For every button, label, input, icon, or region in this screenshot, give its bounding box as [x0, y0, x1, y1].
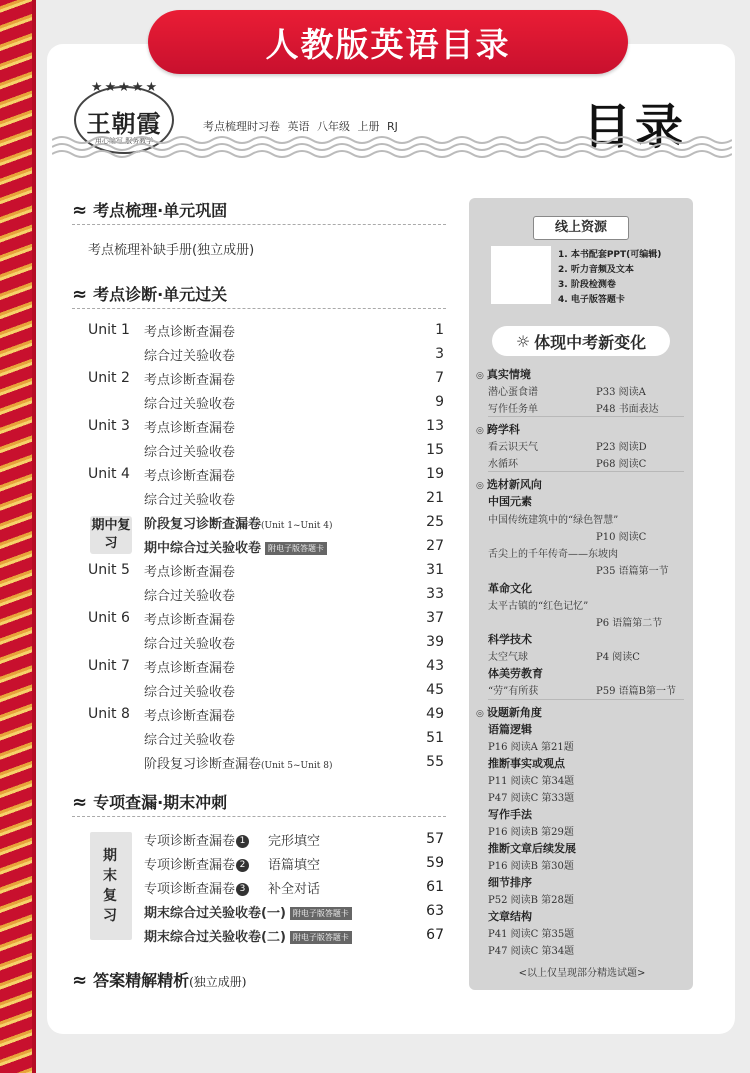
page-number: 55 [426, 754, 444, 770]
list-item[interactable]: P11 阅读C 第34题 [488, 776, 575, 787]
page-number: 49 [426, 706, 444, 722]
toc-entry-name: 考点诊断查漏卷 [144, 660, 236, 676]
decorative-border [0, 0, 36, 1073]
category-heading: ◎ 真实情境 [476, 366, 688, 382]
list-item[interactable]: 水循环 P68 阅读C [488, 459, 647, 470]
toc-entry[interactable] [88, 342, 444, 366]
category-heading: ◎ 跨学科 [476, 421, 688, 437]
qr-code-placeholder[interactable] [491, 246, 551, 304]
subcategory-heading: 体美劳教育 [488, 667, 543, 680]
toc-entry-stage-review[interactable] [88, 750, 444, 774]
page-number: 31 [426, 562, 444, 578]
number-badge: 2 [236, 859, 249, 872]
list-item-ref[interactable]: P35 语篇第一节 [596, 566, 669, 577]
page-number: 33 [426, 586, 444, 602]
list-item[interactable]: 中国传统建筑中的“绿色智慧” [488, 515, 619, 526]
number-badge: 3 [236, 883, 249, 896]
toc-entry[interactable] [88, 654, 444, 678]
section-title: 考点梳理·单元巩固 [93, 201, 228, 220]
online-resources-title: 线上资源 [533, 216, 629, 240]
midterm-review-label: 期中复习 [90, 516, 132, 554]
category-heading: ◎ 设题新角度 [476, 704, 688, 720]
section-divider [72, 816, 446, 817]
toc-entry[interactable] [88, 582, 444, 606]
answer-card-tag: 附电子版答题卡 [290, 907, 352, 920]
page-number: 21 [426, 490, 444, 506]
toc-entry[interactable] [144, 923, 444, 947]
toc-entry-name: 考点诊断查漏卷 [144, 564, 236, 580]
section-divider [72, 308, 446, 309]
toc-entry-topic: 补全对话 [268, 881, 321, 897]
answer-card-tag: 附电子版答题卡 [265, 542, 327, 555]
unit-range: (Unit 1~Unit 4) [261, 520, 333, 531]
page-number: 3 [435, 346, 444, 362]
toc-entry-name: 期末综合过关验收卷(二) 附电子版答题卡 [144, 926, 404, 945]
page-number: 45 [426, 682, 444, 698]
toc-entry-name: 综合过关验收卷 [144, 588, 236, 604]
toc-entry-midterm-exam[interactable] [88, 534, 444, 558]
page-number: 61 [426, 879, 444, 895]
logo-brand: 王朝霞 [86, 109, 162, 138]
list-item[interactable]: 潜心蛋食谱 P33 阅读A [488, 387, 646, 398]
toc-entry[interactable] [88, 726, 444, 750]
wave-icon: ≈ [72, 792, 88, 813]
subcategory-heading: 革命文化 [488, 582, 532, 595]
section-heading-diagnosis [72, 282, 227, 305]
toc-entry-topic: 完形填空 [268, 833, 321, 849]
subcategory-heading: 细节排序 [488, 876, 532, 889]
page-number: 9 [435, 394, 444, 410]
toc-entry[interactable] [88, 702, 444, 726]
section-heading-answers [72, 968, 246, 991]
wave-icon: ≈ [72, 200, 88, 221]
list-item-ref[interactable]: P6 语篇第二节 [596, 618, 663, 629]
list-item: 3. 阶段检测卷 [558, 280, 616, 290]
toc-entry[interactable] [88, 486, 444, 510]
unit-label: Unit 3 [88, 418, 130, 434]
list-item[interactable]: 舌尖上的千年传奇——东坡肉 [488, 549, 618, 560]
subcategory-heading: 科学技术 [488, 633, 532, 646]
category-heading: ◎ 选材新风向 [476, 476, 688, 492]
page-number: 19 [426, 466, 444, 482]
toc-entry-name: 综合过关验收卷 [144, 732, 236, 748]
section-heading-special [72, 790, 227, 813]
list-item-ref[interactable]: P10 阅读C [596, 532, 647, 543]
lightbulb-icon: ☼ [515, 331, 531, 351]
toc-entry[interactable] [144, 851, 444, 875]
toc-entry-name: 专项诊断查漏卷 1 [144, 830, 268, 849]
page-number: 63 [426, 903, 444, 919]
unit-list [88, 318, 444, 774]
unit-label: Unit 4 [88, 466, 130, 482]
unit-range: (Unit 5~Unit 8) [261, 760, 333, 771]
list-item: 2. 听力音频及文本 [558, 265, 634, 275]
list-item: 1. 本书配套PPT(可编辑) [558, 250, 662, 260]
toc-entry[interactable] [88, 236, 444, 260]
page-number: 39 [426, 634, 444, 650]
toc-entry[interactable] [88, 630, 444, 654]
toc-entry-name: 专项诊断查漏卷 3 [144, 878, 268, 897]
page-number: 67 [426, 927, 444, 943]
logo-stars: ★★★★★ [90, 80, 160, 95]
toc-entry[interactable] [88, 414, 444, 438]
unit-label: Unit 8 [88, 706, 130, 722]
page-number: 1 [435, 322, 444, 338]
subcategory-heading: 文章结构 [488, 910, 532, 923]
toc-entry-name: 考点梳理补缺手册(独立成册) [88, 242, 255, 258]
page-number: 25 [426, 514, 444, 530]
list-item[interactable]: 太平古镇的“红色记忆” [488, 601, 589, 612]
online-resources-list [558, 248, 661, 308]
unit-label: Unit 2 [88, 370, 130, 386]
toc-entry[interactable] [88, 366, 444, 390]
page-number: 59 [426, 855, 444, 871]
list-item[interactable]: P41 阅读C 第35题 [488, 929, 575, 940]
list-item: 4. 电子版答题卡 [558, 295, 625, 305]
unit-label: Unit 1 [88, 322, 130, 338]
toc-entry-name: 专项诊断查漏卷 2 [144, 854, 268, 873]
page-number: 27 [426, 538, 444, 554]
list-item[interactable]: P47 阅读C 第33题 [488, 793, 575, 804]
section-note: (独立成册) [189, 975, 247, 989]
list-item[interactable]: 写作任务单 P48 书面表达 [488, 404, 659, 415]
toc-entry-name: 综合过关验收卷 [144, 492, 236, 508]
toc-entry-name: 阶段复习诊断查漏卷(Unit 1~Unit 4) [144, 516, 333, 532]
number-badge: 1 [236, 835, 249, 848]
unit-label: Unit 7 [88, 658, 130, 674]
toc-entry-name: 期中综合过关验收卷 附电子版答题卡 [144, 537, 404, 556]
page-title: 目录 [583, 99, 688, 155]
subcategory-heading: 推断文章后续发展 [488, 842, 576, 855]
list-item[interactable]: P16 阅读A 第21题 [488, 742, 574, 753]
banner-title: 人教版英语目录 [148, 10, 628, 74]
section-divider [72, 224, 446, 225]
list-item[interactable]: P52 阅读B 第28题 [488, 895, 574, 906]
page-number: 57 [426, 831, 444, 847]
section-heading-consolidation [72, 198, 227, 221]
answer-card-tag: 附电子版答题卡 [290, 931, 352, 944]
subcategory-heading: 中国元素 [488, 495, 532, 508]
toc-entry-name: 考点诊断查漏卷 [144, 612, 236, 628]
panel-footnote: <以上仅呈现部分精选试题> [518, 968, 646, 979]
toc-entry[interactable] [88, 438, 444, 462]
toc-entry[interactable] [88, 678, 444, 702]
list-item[interactable]: P16 阅读B 第30题 [488, 861, 574, 872]
toc-entry-name: 期末综合过关验收卷(一) 附电子版答题卡 [144, 902, 404, 921]
section-title: 答案精解精析 [93, 971, 190, 990]
divider [488, 416, 684, 417]
wave-divider [52, 134, 732, 162]
divider [488, 471, 684, 472]
list-item[interactable]: P16 阅读B 第29题 [488, 827, 574, 838]
page-number: 7 [435, 370, 444, 386]
logo-subtitle: 用心编写 服务教学 [94, 137, 154, 145]
toc-entry-name: 考点诊断查漏卷 [144, 324, 236, 340]
unit-label: Unit 5 [88, 562, 130, 578]
list-item[interactable]: 看云识天气 P23 阅读D [488, 442, 647, 453]
subcategory-heading: 推断事实或观点 [488, 757, 565, 770]
page-number: 51 [426, 730, 444, 746]
toc-entry[interactable] [144, 899, 444, 923]
toc-entry-name: 综合过关验收卷 [144, 684, 236, 700]
toc-entry[interactable] [88, 558, 444, 582]
toc-entry[interactable] [144, 827, 444, 851]
toc-entry-name: 考点诊断查漏卷 [144, 372, 236, 388]
toc-entry-name: 考点诊断查漏卷 [144, 468, 236, 484]
divider [488, 699, 684, 700]
page-number: 37 [426, 610, 444, 626]
list-item[interactable]: P47 阅读C 第34题 [488, 946, 575, 957]
changes-title: ☼ 体现中考新变化 [492, 326, 670, 356]
wave-icon: ≈ [72, 970, 88, 991]
toc-entry-name: 综合过关验收卷 [144, 348, 236, 364]
toc-entry-topic: 语篇填空 [268, 857, 321, 873]
toc-entry[interactable] [88, 606, 444, 630]
unit-label: Unit 6 [88, 610, 130, 626]
toc-entry-name: 综合过关验收卷 [144, 396, 236, 412]
wave-icon: ≈ [72, 284, 88, 305]
section-title: 考点诊断·单元过关 [93, 285, 228, 304]
header-meta: 考点梳理时习卷 英语 八年级 上册 RJ [203, 120, 398, 133]
toc-entry[interactable] [88, 462, 444, 486]
toc-entry[interactable] [88, 390, 444, 414]
final-review-label: 期末复习 [103, 848, 117, 924]
section-title: 专项查漏·期末冲刺 [93, 793, 228, 812]
subcategory-heading: 写作手法 [488, 808, 532, 821]
toc-entry-midterm-stage[interactable] [88, 510, 444, 534]
list-item[interactable]: “劳”有所获 P59 语篇B第一节 [488, 686, 676, 697]
subcategory-heading: 语篇逻辑 [488, 723, 532, 736]
list-item[interactable]: 太空气球 P4 阅读C [488, 652, 640, 663]
toc-entry-name: 综合过关验收卷 [144, 444, 236, 460]
toc-entry[interactable] [88, 318, 444, 342]
page-number: 43 [426, 658, 444, 674]
toc-entry[interactable] [144, 875, 444, 899]
page-number: 13 [426, 418, 444, 434]
page-number: 15 [426, 442, 444, 458]
toc-entry-name: 考点诊断查漏卷 [144, 420, 236, 436]
toc-entry-name: 综合过关验收卷 [144, 636, 236, 652]
toc-entry-name: 阶段复习诊断查漏卷(Unit 5~Unit 8) [144, 756, 333, 772]
toc-entry-name: 考点诊断查漏卷 [144, 708, 236, 724]
